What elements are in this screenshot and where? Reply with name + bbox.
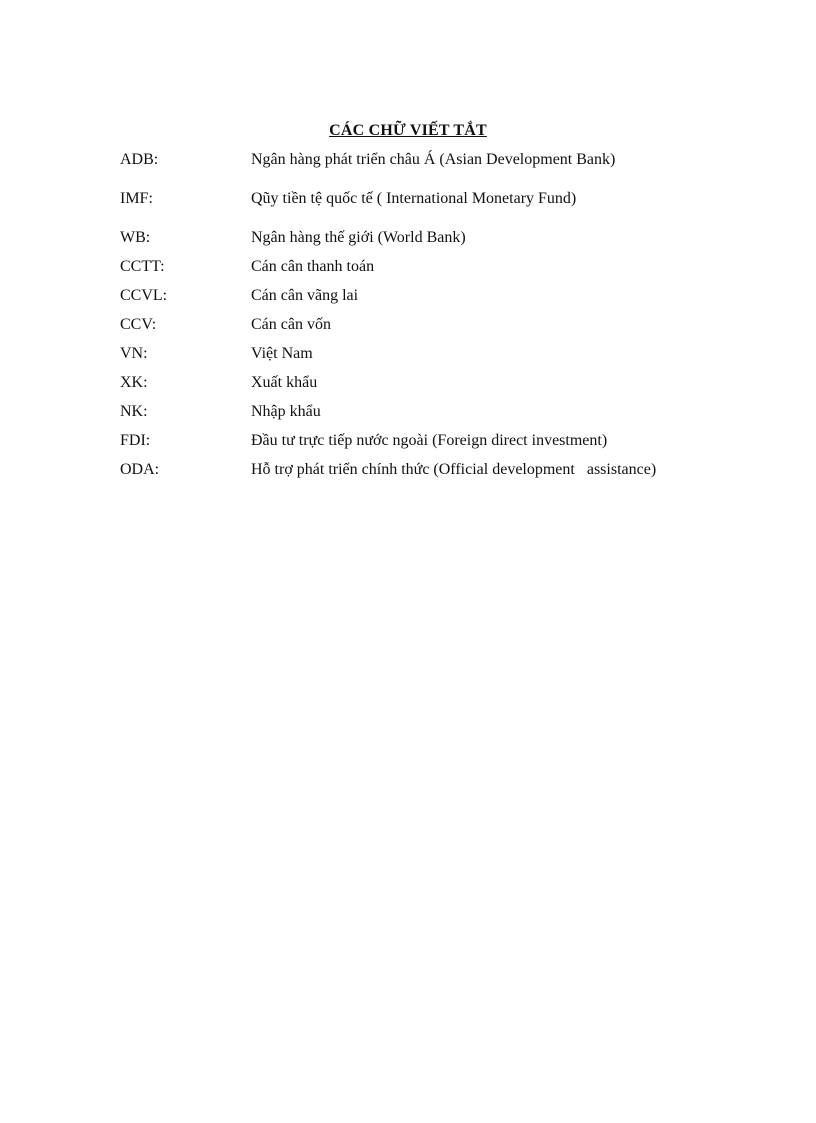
abbreviation-list	[120, 150, 740, 489]
abbreviation-definition: Ngân hàng phát triển châu Á (Asian Development Bank)	[251, 151, 616, 168]
abbreviation-code: CCVL:	[120, 287, 168, 304]
abbreviation-row	[120, 228, 740, 257]
abbreviation-row	[120, 431, 740, 460]
abbreviation-row	[120, 373, 740, 402]
abbreviation-row	[120, 150, 740, 189]
abbreviation-definition: Cán cân thanh toán	[251, 258, 375, 275]
abbreviation-row	[120, 344, 740, 373]
abbreviation-code: CCV:	[120, 316, 157, 333]
abbreviation-code: ADB:	[120, 151, 159, 168]
abbreviation-code: VN:	[120, 345, 148, 362]
abbreviation-code: IMF:	[120, 190, 153, 207]
abbreviation-code: FDI:	[120, 432, 151, 449]
abbreviation-definition: Cán cân vãng lai	[251, 287, 359, 304]
abbreviation-definition: Hỗ trợ phát triển chính thức (Official development assistance)	[251, 461, 657, 478]
abbreviation-code: XK:	[120, 374, 148, 391]
abbreviation-row	[120, 257, 740, 286]
abbreviation-row	[120, 460, 740, 489]
abbreviation-definition: Cán cân vốn	[251, 316, 331, 333]
abbreviation-definition: Việt Nam	[251, 345, 313, 362]
abbreviation-code: CCTT:	[120, 258, 165, 275]
abbreviation-code: WB:	[120, 229, 151, 246]
abbreviation-definition: Nhập khẩu	[251, 403, 321, 420]
abbreviation-code: ODA:	[120, 461, 160, 478]
abbreviation-row	[120, 315, 740, 344]
abbreviation-definition: Ngân hàng thế giới (World Bank)	[251, 229, 466, 246]
page-title: CÁC CHỮ VIẾT TẮT	[329, 122, 487, 139]
abbreviation-definition: Xuất khẩu	[251, 374, 318, 391]
abbreviation-row	[120, 402, 740, 431]
abbreviation-definition: Qũy tiền tệ quốc tế ( International Monetary Fund)	[251, 190, 577, 207]
abbreviation-definition: Đầu tư trực tiếp nước ngoài (Foreign direct investment)	[251, 432, 608, 449]
abbreviation-row	[120, 189, 740, 228]
abbreviation-row	[120, 286, 740, 315]
abbreviation-code: NK:	[120, 403, 148, 420]
